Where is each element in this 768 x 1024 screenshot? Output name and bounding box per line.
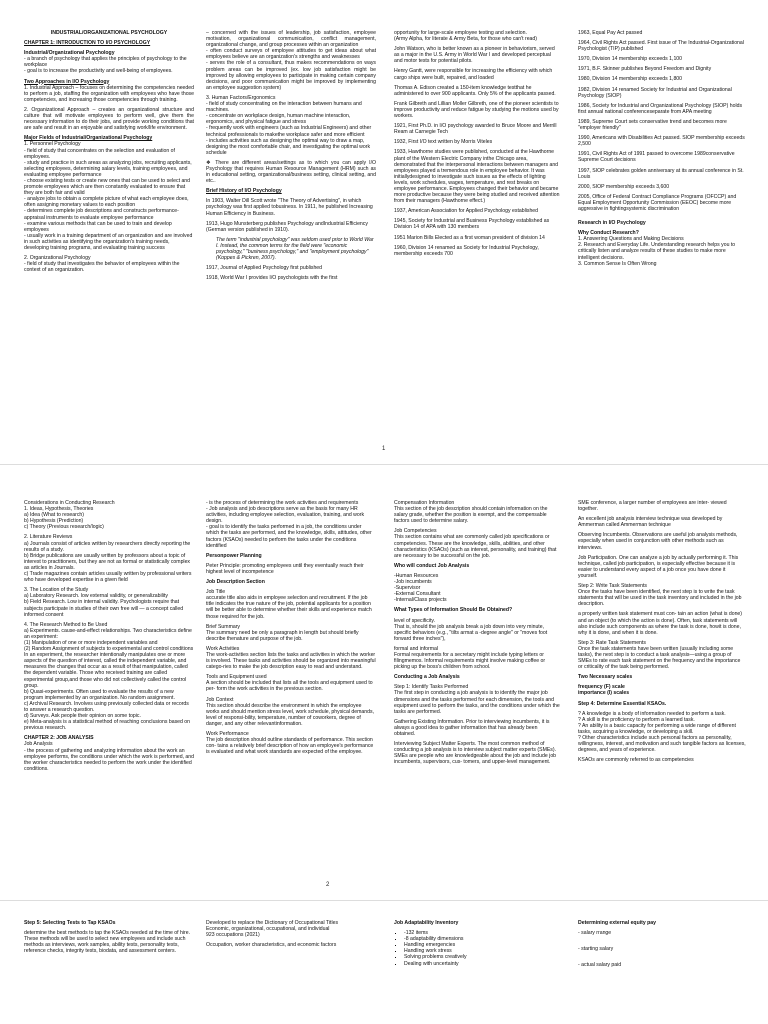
ksao-definitions: ? A knowledge is a body of information needed to perform a task. ? A skill is the proficiency to perform a learned task. ? An ability is a basic capacity for performing a wide range of different tasks, acquiring a knowledge, or developing a skill. ? Other characteristics include such personal factors as personality, willingness, interest, and motivation and such tangible factors as licenses, degrees, and years of experience. (578, 710, 746, 754)
history-1989: 1989, Supreme Court sets conservative trend and becomes more "employer friendly" (578, 118, 727, 132)
page-number-1: 1 (382, 446, 386, 452)
history-1937: 1937, American Association for Applied Psychology established (394, 208, 539, 215)
list-item: ▪ -8 adaptability dimensions (404, 936, 560, 942)
chapter-1-heading: CHAPTER 1: INTRODUCTION TO I/O PSYCHOLOGY (24, 40, 151, 47)
history-1960: 1960, Division 14 renamed as Society for Industrial Psychology, membership exceeds 700 (394, 244, 539, 257)
list-item: ▪ Dealing with uncertainty (404, 961, 560, 967)
history-1971: 1971, B.F. Skinner publishes Beyond Freedom and Dignity (578, 66, 712, 73)
level-specificity: level of specificity. That is, should the job analysis break a job down into very minute, specific behaviors (e.g., "tilts armat a -degree angle" or "moves foot forward three inches"), (394, 617, 548, 642)
jai-heading: Job Adaptability Inventory (394, 920, 459, 926)
history-1997: 1997, SIOP celebrates golden anniversary at its annual conference in St. Louis (578, 167, 744, 180)
history-1990: 1990, Americans with Disabilities Act passed. SIOP membership exceeds 2,500 (578, 135, 745, 148)
peter-principle: Peter Principle: promoting employees until they eventually reach their highest level of incompetence (206, 562, 364, 575)
io-text: - a branch of psychology that applies the principles of psychology to the workplace - goal is to increase the productivity and well-being of employees. (24, 56, 187, 75)
history-1933: 1933, Hawthorne studies were published, conducted at the Hawthorne plant of the Western Electric Company inthe Chicago area, demonstrated that the interpersonal interactions between managers and employees played a tremendous role in employee behavior. It was initiallydesigned to investigate such issues as the effects of lighting levels, work schedules, wages, temperature, and rest breaks on employee performance. Employees changed their behavior and became more productive because they were being studied and received attention from their managers (Hawthorne effect.) (394, 149, 560, 205)
history-1986: 1986, Society for Industrial and Organizational Psychology (SIOP) holds first annual national conferenceseparate from APA meeting (578, 102, 743, 115)
history-1917: 1917, Journal of Applied Psychology first published (206, 265, 323, 272)
job-participation: Job Participation. One can analyze a job by actually performing it. This technique, called job participation, is especially effective because it is easier to understand every aspect of a job once you have done it yourself. (578, 554, 739, 579)
onet-text: Developed to replace the Dictionary of Occupational Titles Economic, organizational, occupational, and individual 923 occupations (2021) (206, 920, 339, 939)
literature-reviews: 2. Literature Reviews a) Journals consist of articles written by researchers directly reporting the results of a study. b) Bridge publications are usually written by professors about a topic of interest to practitioners, but they are not as formal or statistically complex as articles in Journals. c) Trade magazines contain articles usually written by professional writers who have developed expertise in a given field (24, 534, 192, 584)
page1-col3 (394, 30, 560, 261)
observing-incumbents: Observing Incumbents. Observations are useful job analysis methods, especially when used in conjunction with other methods such as interviews. (578, 532, 738, 551)
page3-col2 (206, 920, 376, 952)
page1-col1 (24, 30, 194, 277)
page-number-2: 2 (326, 882, 330, 888)
work-performance: Work Performance The job description should outline standards of performance. This section con- tains a relatively brief description of how an employee's performance is evaluated and what work standards are expected of the employee. (206, 731, 374, 756)
sme-conference: SME conference, a larger number of employees are inter- viewed together. (578, 500, 727, 513)
history-2005: 2005, Office of Federal Contract Compliance Programs (OFCCP) and Equal Employment Opportunity Commission (EEOC) become more aggressive in fightingsystemic discrimination (578, 193, 737, 212)
who-conducts-heading: Who will conduct Job Analysis (394, 562, 470, 569)
organizational-psychology: 2. Organizational Psychology - field of study that investigates the behavior of employees within the context of an organization. (24, 255, 180, 274)
approach-1: 1. Industrial Approach – focuses on determining the competencies needed to perform a job, staffing the organization with employees who have those competencies, and increasing those competencies through training. (24, 84, 194, 103)
info-types-heading: What Types of Information Should Be Obtained? (394, 607, 513, 614)
equity-item: - starting salary (578, 946, 614, 953)
onet-text-2: Occupation, worker characteristics, and economic factors (206, 942, 337, 949)
scales-list: frequency (F) scale importance (I) scales (578, 684, 630, 697)
approach-2: 2. Organizational Approach – creates an organizational structure and culture that will motivate employees to perform well, give them the necessary information to do their jobs, and provide working conditions that are safe and result in an enjoyable and satisfying work/life environment. (24, 106, 194, 132)
history-edison: Thomas A. Edison created a 150-item knowledge testthat he administered to over 900 applicants. Only 5% of the applicants passed. (394, 84, 556, 97)
research-method: 4. The Research Method to Be Used a) Experiments. cause-and-effect relationships. Two characteristics define an experiment: (1) Manipulation of one or more independent variables and (2) Random Assignment of subjects to experimental and control conditions In an experiment, the researcher intentionally manipulates one or more aspects of the question of interest, called the independent variable, and measures the changes that occur as a result of that manipulation, called the dependent variable. Those who received training are called experimental group,and those who did not collectively called the control group. b) Quasi-experiments. Often used to evaluate the results of a new program implemented by an organization. No random assignment. c) Archival Research. Involves using previously collected data or records to answer a research question. d) Surveys. Ask people their opinion on some topic. e) Meta-analysis is a statistical method of reaching conclusions based on previous research. (24, 621, 194, 732)
history-1982: 1982, Division 14 renamed Society for Industrial and Organizational Psychology (SIOP) (578, 86, 732, 99)
history-1918-cont: opportunity for large-scale employee testing and selection. (Army Alpha, for literate & Army Beta, for those who can't read) (394, 30, 537, 43)
job-analysis-def: Job Analysis - the process of gathering and analyzing information about the work an employee performs, the conditions under which the work is performed, and the worker characteristics needed to perform the work under the identified conditions. (24, 741, 195, 772)
ammerman-technique: An excellent job analysis interview technique was developed by Ammerman called Ammerman technique (578, 516, 723, 529)
page1-col2 (206, 30, 376, 285)
page2-col4 (578, 500, 746, 767)
step-2: Step 2: Write Task Statements Once the tasks have been identified, the next step is to write the task statements that will be used in the task inventory and included in the job description. (578, 583, 742, 608)
page-2 (0, 468, 768, 896)
gathering-info: Gathering Existing Information. Prior to interviewing incumbents, it is always a good idea to gather information that has already been obtained. (394, 718, 550, 737)
history-2000: 2000, SIOP membership exceeds 3,600 (578, 183, 670, 190)
page-1 (0, 0, 768, 462)
history-1991: 1991, Civil Rights Act of 1991 passed to overcome 1989conservative Supreme Court decisions (578, 151, 735, 164)
history-1918: 1918, World War I provides I/O psychologists with the first (206, 275, 338, 282)
who-conducts-list: -Human Resources -Job incumbents -Supervisor -External Consultant -Internal/Class projects (394, 572, 447, 604)
brief-history-heading: Brief History of I/O Psychology (206, 188, 282, 195)
research-heading: Research in I/O Psychology (578, 220, 646, 227)
page-separator-2 (0, 900, 768, 901)
job-description-heading: Job Description Section (206, 579, 265, 586)
tools-equipment: Tools and Equipment used A section should be included that lists all the tools and equipment used to per- form the work activities in the previous section. (206, 674, 373, 693)
chapter-2-heading: CHAPTER 2: JOB ANALYSIS (24, 735, 94, 742)
step-5-text: determine the best methods to tap the KSAOs needed at the time of hire. These methods will be used to select new employees and include such methods as interviews, work samples, ability tests, personality tests, reference checks, integrity tests, biodata, and assessment centers. (24, 930, 191, 955)
history-quote: The term "industrial psychology" was seldom used prior to World War I. Instead, the common terms for the field were "economic psychology," "business psychology," and "employment psychology" (Koppes & Pickren, 2007). (216, 236, 374, 262)
competencies-note: KSAOs are commonly referred to as competencies (578, 757, 694, 764)
page3-col1 (24, 920, 194, 958)
personnel-psychology: 1. Personnel Psychology - field of study that concentrates on the selection and evaluation of employees. - study and practice in such areas as analyzing jobs, recruiting applicants, selecting employees, determining salary levels, training employees, and evaluating employee performance - choose existing tests or create new ones that can be used to select and promote employees which are then constantly evaluated to ensure that they are both fair and valid - analyze jobs to obtain a complete picture of what each employee does, often assigning monetary values to each position - determines complete job descriptions and constructs performance-appraisal instruments to evaluate employee performance - examine various methods that can be used to train and develop employees - usually work in a training department of an organization and are involved in such activities as identifying the organization's training needs, developing training programs, and evaluating training success (24, 141, 193, 251)
fields-heading: Major Fields of Industrial/Organizational Psychology (24, 135, 153, 142)
history-1980: 1980, Division 14 membership exceeds 1,800 (578, 76, 683, 83)
step-1: Step 1: Identify Tasks Performed The first step in conducting a job analysis is to identify the major job dimensions and the tasks performed for each dimension, the tools and equipment used to perform the tasks, and the conditions under which the tasks are performed. (394, 684, 560, 715)
list-item: ▪ Handling work stress (404, 948, 560, 954)
why-research-text: 1. Answering Questions and Making Decisions 2. Research and Everyday Life. Understanding research helps you to critically listen and analyze results of these studies to make more intelligent decisions. 3. Common Sense Is Often Wrong (578, 236, 736, 267)
history-gilbreth: Frank Gilbreth and Lillian Moller Gilbreth, one of the pioneer scientists to improve productivity and reduce fatigue by studying the motions used by workers. (394, 100, 559, 120)
job-analysis-process: - is the process of determining the work activities and requirements - Job analysis and job descriptions serve as the basis for many HR activities, including employee selection, evaluation, training, and work design. - goal is to identify the tasks performed in a job, the conditions under which the tasks are performed, and the knowledge, skills, attitudes, other factors (KSAOs) needed to perform the tasks under the conditions identified (206, 500, 372, 549)
page2-col3 (394, 500, 560, 769)
equity-item: - salary rrange (578, 930, 612, 937)
job-title: Job Title accurate title also aids in employee selection and recruitment. If the job title indicates the true nature of the job, potential applicants for a position will be better able to determine whether their skills and experience match those required for the job. (206, 589, 372, 620)
list-item: ▪ -132 items (404, 930, 560, 936)
io-heading: Industrial/Organizational Psychology (24, 50, 115, 57)
equity-item: - actual salary paid (578, 962, 622, 969)
job-context: Job Context This section should describe the environment in which the employee works and should mention stress level, work schedule, physical demands, level of responsi-bility, temperature, number of coworkers, degree of danger, and any other relevantinformation. (206, 696, 375, 727)
history-1964: 1964, Civil Rights Act passed. First issue of The Industrial-Organizational Psychologist (TIP) published (578, 40, 744, 53)
page1-col4 (578, 30, 746, 271)
formal-informal: formal and informal Formal requirements for a secretary might include typing letters or filingmemos. Informal requirements might involve making coffee or picking up the boss's children from school. (394, 645, 546, 671)
page-3 (0, 904, 768, 1024)
study-location: 3. The Location of the Study a) Laboratory Research. low external validity, or generalizability b) Field Research. Low in internal validity. Psychologists require that subjects participate in studies of their own free will — a concept called informed consent (24, 587, 184, 618)
history-1921: 1921, First Ph.D. in I/O psychology awarded to Bruce Moore and Merrill Ream at Carnegie Tech (394, 123, 557, 136)
page3-col4 (578, 920, 746, 972)
brief-summary: Brief Summary The summary need be only a paragraph in length but should briefly describe thenature and purpose of the job. (206, 623, 359, 642)
human-factors: 3. Human Factors/Ergonomics - field of study concentrating on the interaction between humans and machines. - concentrate on workplace design, human machine interaction, ergonomics, and physical fatigue and stress - frequently work with engineers (such as Industrial Engineers) and other technical professionals to makethe workplace safer and more efficient - includes activities such as designing the optimal way to draw a map, designing the most comfortable chair, and investigating the optimal work schedule (206, 94, 372, 156)
history-1945: 1945, Society for Industrial and Business Psychology established as Division 14 of APA with 130 members (394, 218, 550, 231)
job-competencies: Job Competencies This section contains what are commonly called job specifications or competencies. These are the knowledge, skills, abilities, and other characteristics (KSAOs) (such as interest, personality, and training) that are necessary to be successful on the job. (394, 528, 557, 559)
why-research-heading: Why Conduct Research? (578, 230, 639, 237)
approaches-heading: Two Approaches in I/O Psychology (24, 78, 110, 85)
page2-col2 (206, 500, 376, 759)
interviewing-sme: Interviewing Subject Matter Experts. The most common method of conducting a job analysis is to interview subject matter experts (SMEs). SMEs are people who are knowledgeable about the job and include job incumbents, supervisors, cus- tomers, and upper-level management. (394, 741, 557, 766)
list-item: ▪ Handling emergencies (404, 942, 560, 948)
equity-pay-heading: Determining external equity pay (578, 920, 656, 926)
history-1970: 1970, Division 14 membership exceeds 1,100 (578, 56, 683, 63)
history-1913: 1913, Hugo Munsterberg publishes Psychology andIndustrial Efficiency (German version published in 1910). (206, 220, 368, 233)
jai-list (394, 930, 560, 967)
page2-col1 (24, 500, 194, 776)
history-1951: 1951 Marion Bills Elected as a first woman president of division 14 (394, 234, 545, 241)
scales-heading: Two Necessary scales (578, 674, 633, 681)
history-1932: 1932, First I/O text written by Morris Viteles (394, 139, 493, 146)
compensation-info: Compensation Information This section of the job description should contain information on the salary grade, whether the position is exempt, and the compensable factors used to determine salary. (394, 500, 548, 525)
personpower-heading: Personpower Planning (206, 552, 262, 559)
step-3: Step 3: Rate Task Statements Once the task statements have been written (usually including some tasks), the next step is to conduct a task analysis—using a group of SMEs to rate each task statement on the frequency and the importance or criticality of the task being performed. (578, 639, 741, 671)
history-watson: John Watson, who is better known as a pioneer in behaviorism, served as a major in the U.S. Army in World War I and developed perceptual and motor tests for potential pilots. (394, 46, 555, 65)
work-activities: Work Activities The work-activities section lists the tasks and activities in which the worker is involved. These tasks and activities should be organized into meaningful catego-ries to make the job description easy to read and understand. (206, 645, 376, 671)
settings-note: ❖ There are different areas/settings as to which you can apply I/O Psychology that requires Human Resource Management (HRM) such as in educational setting, organizational/business setting, clinical setting, and etc.. (206, 159, 376, 185)
list-item: ▪ Solving problems creatively (404, 954, 560, 960)
step-4: Step 4: Determine Essential KSAOs. (578, 700, 667, 707)
conducting-heading: Conducting a Job Analysis (394, 674, 460, 681)
page3-col3 (394, 920, 560, 967)
considerations: Considerations in Conducting Research 1. Ideas, Hypothesis, Theories a) Idea (What to research) b) Hypothesis (Prediction) c) Theory (Previous research/logic) (24, 500, 115, 531)
doc-title: INDUSTRIAL/ORGANIZATIONAL PSYCHOLOGY (50, 30, 168, 36)
history-gantt: Henry Gantt, were responsible for increasing the efficiency with which cargo ships were built, repaired, and loaded (394, 68, 553, 81)
history-1963: 1963, Equal Pay Act passed (578, 30, 643, 36)
step-5: Step 5: Selecting Tests to Tap KSAOs (24, 920, 116, 926)
history-1903: In 1903, Walter Dill Scott wrote "The Theory of Advertising", in which psychology was first applied tobusiness. In 1911, he published Increasing Human Efficiency in Business. (206, 198, 373, 217)
step-2-detail: a properly written task statement must con- tain an action (what is done) and an object (to which the action is done). Often, task statements will also include such components as where the task is done, howit is done, why it is done, and when it is done. (578, 611, 743, 636)
page-separator (0, 464, 768, 465)
org-psych-cont: – concerned with the issues of leadership, job satisfaction, employee motivation, organizational communication, conflict management, organizational change, and group processes within an organization - often conduct surveys of employee attitudes to get ideas about what employees believe are an organization's strengths and weaknesses - serves the role of a consultant, thus makes recommendations on ways problem areas can be improved (ex. low job satisfaction might be improved by allowing employees to participate in making certain company decisions, and poor communication might be improved by implementing an employee suggestion system) (206, 30, 376, 91)
